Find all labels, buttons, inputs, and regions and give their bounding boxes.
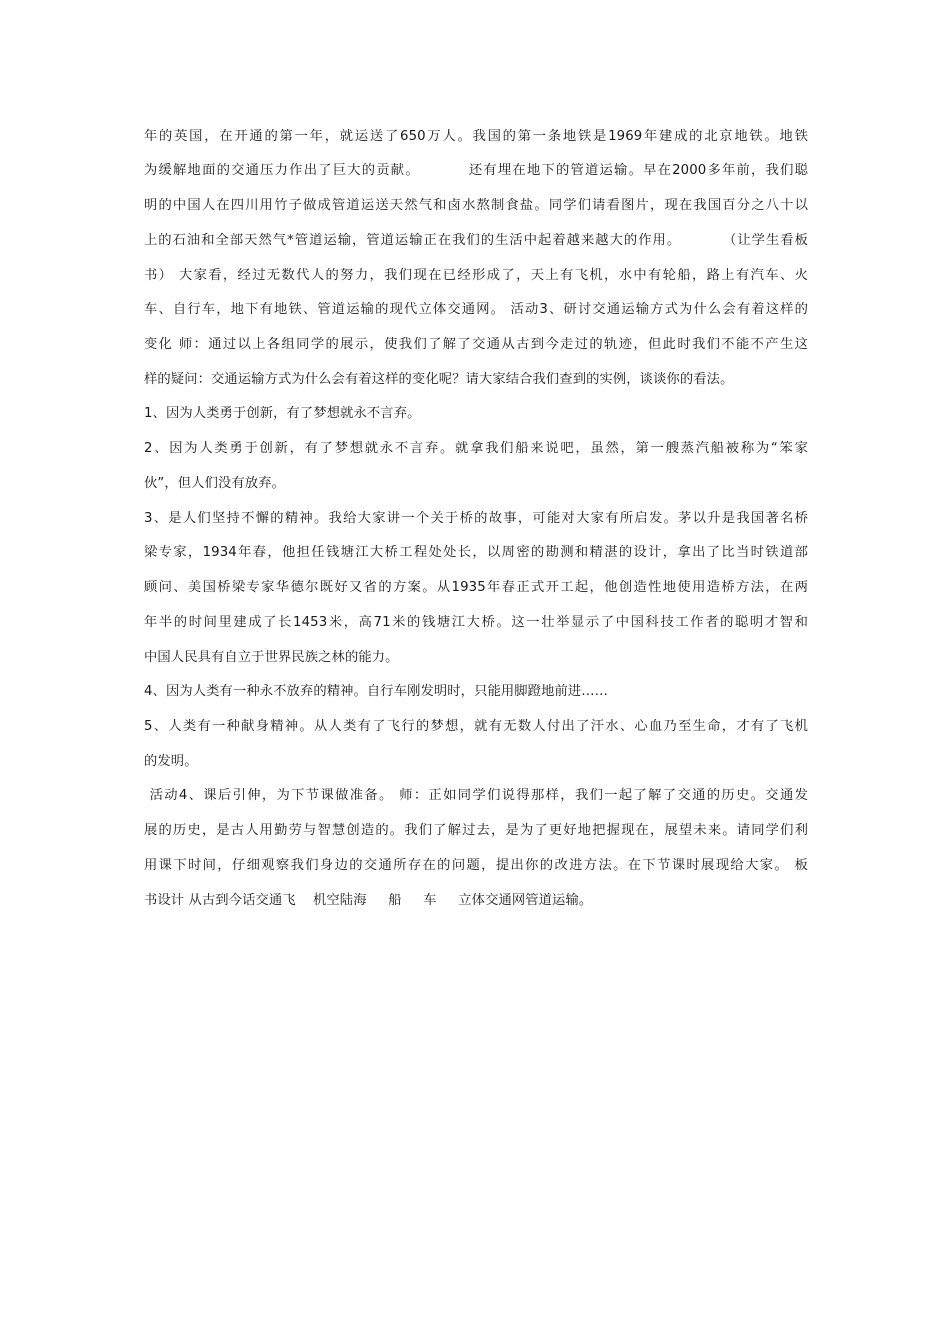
text-line: 中国人民具有自立于世界民族之林的能力。 [144,650,399,665]
text-line: 书设计 从古到今话交通飞 机空陆海 船 车 立体交通网管道运输。 [144,893,593,908]
text-line: 展的历史，是古人用勤劳与智慧创造的。我们了解过去，是为了更好地把握现在，展望未来。请同学们利 [144,823,808,838]
text-line: 顾问、美国桥梁专家华德尔既好又省的方案。从1935年春正式开工起，他创造性地使用造桥方法，在两 [144,580,808,595]
text-line: 样的疑问：交通运输方式为什么会有着这样的变化呢？请大家结合我们查到的实例，谈谈你的看法。 [144,372,734,387]
text-line: 明的中国人在四川用竹子做成管道运送天然气和卤水熬制食盐。同学们请看图片，现在我国百分之八十以 [144,198,808,213]
text-line: 3、是人们坚持不懈的精神。我给大家讲一个关于桥的故事，可能对大家有所启发。茅以升是我国著名桥 [144,511,808,526]
text-line: 为缓解地面的交通压力作出了巨大的贡献。 还有埋在地下的管道运输。早在2000多年前，我们聪 [144,163,808,178]
text-line: 书） 大家看，经过无数代人的努力，我们现在已经形成了，天上有飞机，水中有轮船，路上有汽车、火 [144,268,808,283]
text-line: 年的英国，在开通的第一年，就运送了650万人。我国的第一条地铁是1969年建成的北京地铁。地铁 [144,129,808,144]
text-line: 的发明。 [144,754,198,769]
text-line: 变化 师：通过以上各组同学的展示，使我们了解了交通从古到今走过的轨迹，但此时我们不能不产生这 [144,337,808,352]
text-line: 梁专家，1934年春，他担任钱塘江大桥工程处处长，以周密的勘测和精湛的设计，拿出了比当时铁道部 [144,545,808,560]
text-line: 年半的时间里建成了长1453米，高71米的钱塘江大桥。这一壮举显示了中国科技工作者的聪明才智和 [144,615,808,630]
text-line: 活动4、课后引伸，为下节课做准备。 师：正如同学们说得那样，我们一起了解了交通的历史。交通发 [144,788,808,803]
text-line: 5、人类有一种献身精神。从人类有了飞行的梦想，就有无数人付出了汗水、心血乃至生命，才有了飞机 [144,719,808,734]
text-line: 用课下时间，仔细观察我们身边的交通所存在的问题，提出你的改进方法。在下节课时展现给大家。 板 [144,858,808,873]
text-line: 1、因为人类勇于创新，有了梦想就永不言弃。 [144,406,421,421]
text-line: 2、因为人类勇于创新，有了梦想就永不言弃。就拿我们船来说吧，虽然，第一艘蒸汽船被称为“笨家 [144,441,808,456]
text-line: 车、自行车，地下有地铁、管道运输的现代立体交通网。 活动3、研讨交通运输方式为什么会有着这样的 [144,302,808,317]
text-line: 上的石油和全部天然气*管道运输，管道运输正在我们的生活中起着越来越大的作用。 （让学生看板 [144,233,808,248]
text-line: 伙”，但人们没有放弃。 [144,476,285,491]
text-line: 4、因为人类有一种永不放弃的精神。自行车刚发明时，只能用脚蹬地前进…… [144,684,609,699]
